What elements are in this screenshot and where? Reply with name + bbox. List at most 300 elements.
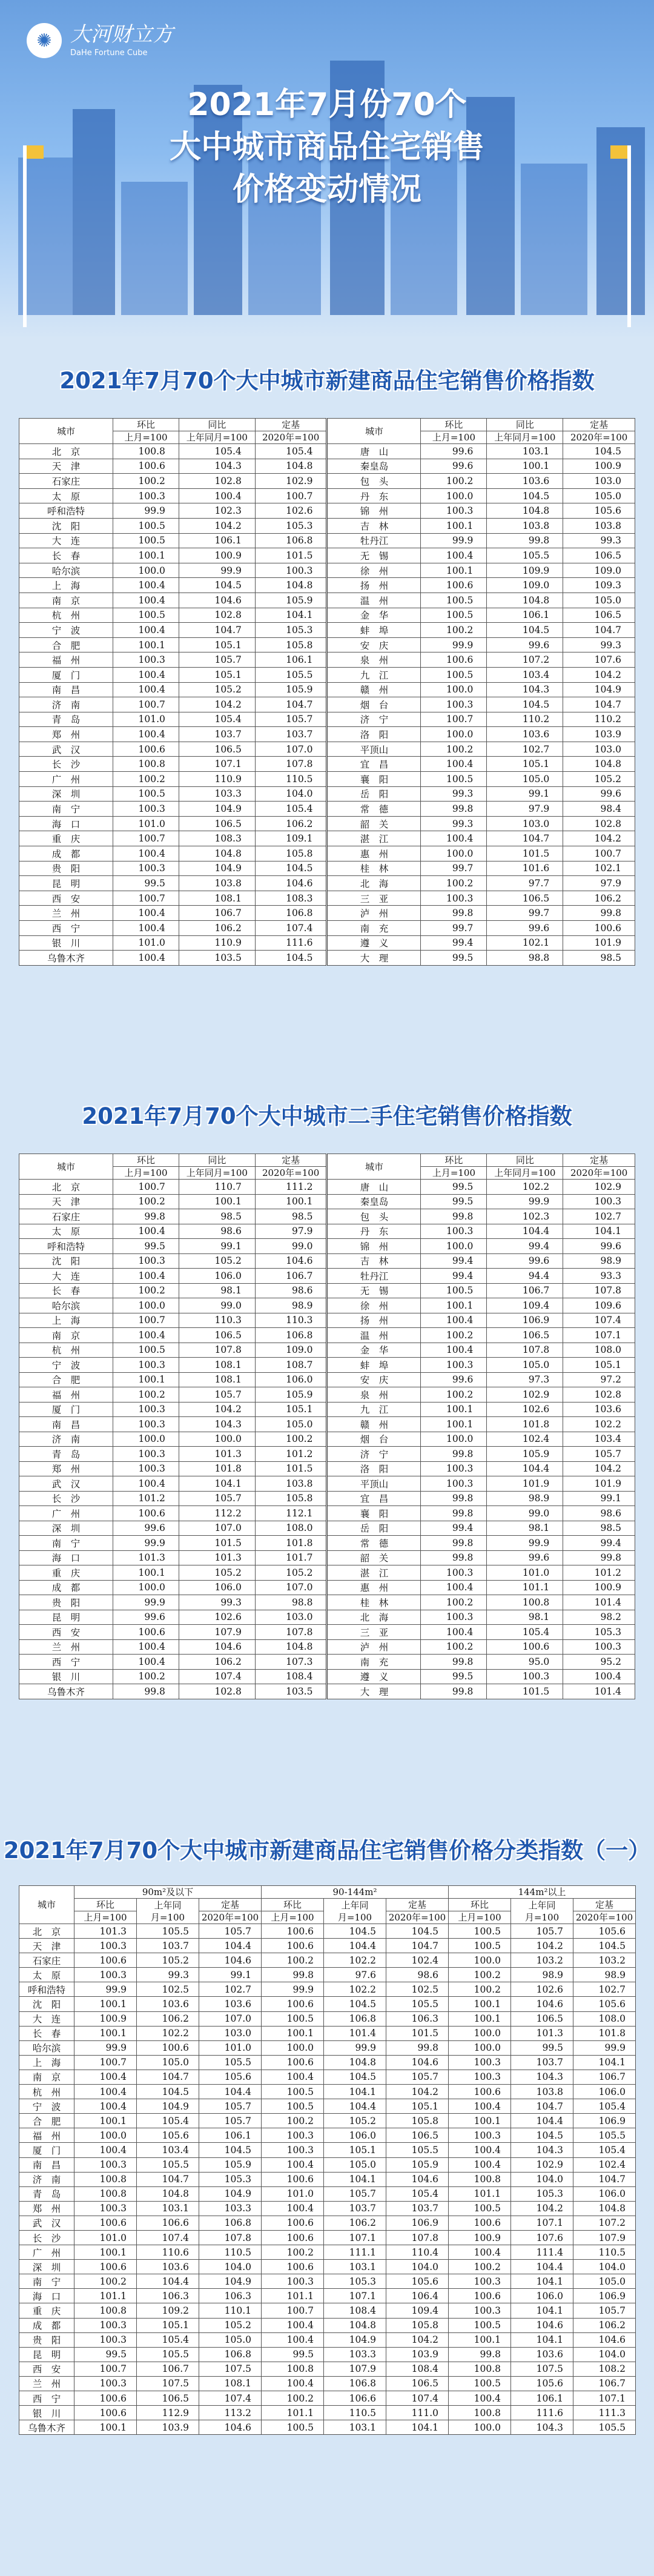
yoy-value: 102.9 xyxy=(511,2157,573,2172)
city-name: 徐 州 xyxy=(327,1298,421,1313)
base-value: 105.7 xyxy=(386,2070,449,2084)
mom-value: 100.4 xyxy=(421,1580,487,1595)
base-value: 108.0 xyxy=(573,2011,636,2026)
yoy-value: 103.2 xyxy=(511,1953,573,1968)
city-name: 惠 州 xyxy=(327,846,421,861)
mom-value: 100.5 xyxy=(421,772,487,787)
mom-value: 100.3 xyxy=(421,1461,487,1476)
yoy-value: 101.8 xyxy=(179,1461,255,1476)
yoy-value: 101.1 xyxy=(487,1580,563,1595)
yoy-value: 109.0 xyxy=(487,578,563,593)
mom-value: 101.0 xyxy=(74,2230,137,2245)
mom-value: 100.4 xyxy=(262,2157,324,2172)
city-name: 哈尔滨 xyxy=(19,1298,113,1313)
mom-value: 100.4 xyxy=(421,1625,487,1640)
table-row xyxy=(19,1417,635,1432)
city-name: 贵 阳 xyxy=(19,1595,113,1610)
mom-value: 99.8 xyxy=(113,1209,179,1224)
mom-value: 100.1 xyxy=(74,2026,137,2040)
base-value: 106.2 xyxy=(255,816,327,831)
mom-value: 99.5 xyxy=(113,1239,179,1254)
yoy-value: 103.6 xyxy=(511,2347,573,2362)
header-yoy-sub-line1: 上年同 xyxy=(341,1899,369,1911)
city-name: 赣 州 xyxy=(327,1417,421,1432)
base-value: 102.8 xyxy=(563,816,635,831)
header-yoy-sub xyxy=(324,1899,386,1924)
base-value: 106.2 xyxy=(563,891,635,906)
mom-value: 99.3 xyxy=(421,786,487,802)
base-value: 104.5 xyxy=(386,1924,449,1939)
base-value: 101.2 xyxy=(563,1565,635,1581)
mom-value: 100.8 xyxy=(74,2172,137,2186)
mom-value: 100.5 xyxy=(113,786,179,802)
yoy-value: 102.6 xyxy=(511,1982,573,1997)
yoy-value: 104.4 xyxy=(511,2114,573,2128)
yoy-value: 104.9 xyxy=(179,861,255,876)
table-row xyxy=(19,682,635,697)
mom-value: 100.3 xyxy=(113,802,179,817)
city-name: 岳 阳 xyxy=(327,786,421,802)
mom-value: 100.2 xyxy=(421,1639,487,1655)
yoy-value: 101.5 xyxy=(487,1684,563,1699)
base-value: 107.8 xyxy=(255,757,327,772)
base-value: 98.6 xyxy=(255,1283,327,1298)
base-value: 104.8 xyxy=(255,459,327,474)
header-mom: 环比 xyxy=(113,419,179,431)
yoy-value: 110.9 xyxy=(179,772,255,787)
base-value: 105.8 xyxy=(255,846,327,861)
yoy-value: 106.2 xyxy=(137,2011,199,2026)
base-value: 107.4 xyxy=(255,921,327,936)
base-value: 107.8 xyxy=(255,1625,327,1640)
base-value: 106.7 xyxy=(255,1269,327,1284)
mom-value: 100.2 xyxy=(449,2260,511,2274)
table-row xyxy=(19,1580,635,1595)
base-value: 105.0 xyxy=(255,1417,327,1432)
city-name: 泸 州 xyxy=(327,906,421,921)
mom-value: 100.8 xyxy=(449,2406,511,2420)
base-value: 105.5 xyxy=(199,2055,262,2070)
table-row xyxy=(19,2040,636,2055)
yoy-value: 100.4 xyxy=(179,488,255,503)
header-city: 城市 xyxy=(19,419,113,444)
yoy-value: 102.8 xyxy=(179,1684,255,1699)
yoy-value: 104.0 xyxy=(511,2172,573,2186)
yoy-value: 106.1 xyxy=(487,608,563,623)
base-value: 104.6 xyxy=(386,2055,449,2070)
city-name: 南 充 xyxy=(327,921,421,936)
yoy-value: 102.8 xyxy=(179,608,255,623)
base-value: 108.1 xyxy=(199,2376,262,2391)
page-title-line2: 大中城市商品住宅销售 xyxy=(169,129,484,165)
mom-value: 100.3 xyxy=(113,1461,179,1476)
city-name: 北 京 xyxy=(19,1180,113,1195)
table-row xyxy=(19,1298,635,1313)
yoy-value: 104.3 xyxy=(487,682,563,697)
table-row xyxy=(19,2362,636,2376)
base-value: 104.1 xyxy=(573,2055,636,2070)
yoy-value: 105.1 xyxy=(179,667,255,682)
base-value: 104.0 xyxy=(573,2347,636,2362)
base-value: 105.7 xyxy=(199,2099,262,2114)
mom-value: 100.3 xyxy=(74,2157,137,2172)
yoy-value: 106.1 xyxy=(179,533,255,548)
mom-value: 100.4 xyxy=(113,846,179,861)
city-name: 沈 阳 xyxy=(19,518,113,533)
mom-value: 99.8 xyxy=(421,802,487,817)
base-value: 104.2 xyxy=(563,1461,635,1476)
mom-value: 100.4 xyxy=(74,2085,137,2099)
header-base: 定基 xyxy=(573,1899,636,1911)
base-value: 99.9 xyxy=(573,2040,636,2055)
base-value: 105.9 xyxy=(199,2157,262,2172)
mom-value: 100.0 xyxy=(449,1953,511,1968)
yoy-value: 106.0 xyxy=(179,1269,255,1284)
yoy-value: 105.2 xyxy=(179,1565,255,1581)
yoy-value: 110.9 xyxy=(179,935,255,951)
yoy-value: 100.1 xyxy=(179,1194,255,1209)
yoy-value: 106.3 xyxy=(137,2289,199,2303)
mom-value: 100.2 xyxy=(74,2274,137,2289)
base-value: 97.2 xyxy=(563,1372,635,1387)
base-value: 109.3 xyxy=(563,578,635,593)
mom-value: 100.6 xyxy=(113,1625,179,1640)
yoy-value: 102.8 xyxy=(179,474,255,489)
base-value: 107.1 xyxy=(563,1328,635,1343)
base-value: 101.5 xyxy=(255,1461,327,1476)
yoy-value: 99.8 xyxy=(487,533,563,548)
base-value: 100.9 xyxy=(563,1580,635,1595)
yoy-value: 105.0 xyxy=(487,1358,563,1373)
yoy-value: 105.4 xyxy=(137,2332,199,2347)
base-value: 104.4 xyxy=(199,1939,262,1953)
mom-value: 99.8 xyxy=(421,1209,487,1224)
mom-value: 100.0 xyxy=(449,2040,511,2055)
table-row xyxy=(19,637,635,652)
header-base-sub: 2020年=100 xyxy=(255,1167,327,1180)
yoy-value: 105.0 xyxy=(487,772,563,787)
city-name: 合 肥 xyxy=(19,1372,113,1387)
city-name: 乌鲁木齐 xyxy=(19,2420,74,2435)
table-row xyxy=(19,1476,635,1492)
mom-value: 99.6 xyxy=(421,1372,487,1387)
header-base-sub: 2020年=100 xyxy=(255,431,327,444)
category-price-table xyxy=(19,1885,636,2435)
yoy-value: 104.6 xyxy=(511,1997,573,2011)
mom-value: 100.2 xyxy=(113,1194,179,1209)
base-value: 98.6 xyxy=(563,1506,635,1521)
yoy-value: 108.4 xyxy=(324,2303,386,2318)
city-name: 合 肥 xyxy=(19,2114,74,2128)
header-mom-sub: 上月=100 xyxy=(449,1911,511,1924)
mom-value: 100.1 xyxy=(74,2420,137,2435)
mom-value: 100.6 xyxy=(262,2055,324,2070)
city-name: 北 海 xyxy=(327,876,421,891)
city-name: 海 口 xyxy=(19,1550,113,1565)
mom-value: 100.4 xyxy=(113,727,179,742)
base-value: 105.1 xyxy=(386,2099,449,2114)
base-value: 101.4 xyxy=(563,1684,635,1699)
yoy-value: 98.1 xyxy=(487,1521,563,1536)
table-row xyxy=(19,2245,636,2260)
base-value: 100.1 xyxy=(255,1194,327,1209)
city-name: 长 沙 xyxy=(19,2230,74,2245)
yoy-value: 105.2 xyxy=(324,2114,386,2128)
city-name: 南 京 xyxy=(19,2070,74,2084)
base-value: 106.4 xyxy=(386,2289,449,2303)
table-row xyxy=(19,951,635,966)
base-value: 105.0 xyxy=(199,2332,262,2347)
yoy-value: 99.1 xyxy=(487,786,563,802)
city-name: 遵 义 xyxy=(327,1669,421,1684)
yoy-value: 97.9 xyxy=(487,802,563,817)
table-row xyxy=(19,518,635,533)
base-value: 107.0 xyxy=(199,2011,262,2026)
city-name: 大 连 xyxy=(19,2011,74,2026)
mom-value: 99.8 xyxy=(421,906,487,921)
base-value: 104.7 xyxy=(563,623,635,638)
page-title-line1: 2021年7月份70个 xyxy=(187,87,467,123)
base-value: 100.6 xyxy=(563,921,635,936)
mom-value: 100.4 xyxy=(113,1639,179,1655)
mom-value: 100.4 xyxy=(113,951,179,966)
header-city: 城市 xyxy=(19,1154,113,1180)
mom-value: 100.2 xyxy=(113,1669,179,1684)
base-value: 101.7 xyxy=(255,1550,327,1565)
yoy-value: 99.3 xyxy=(137,1968,199,1982)
yoy-value: 106.2 xyxy=(179,921,255,936)
table2-body xyxy=(19,1180,635,1699)
yoy-value: 102.2 xyxy=(324,1953,386,1968)
yoy-value: 104.1 xyxy=(511,2274,573,2289)
mom-value: 99.8 xyxy=(421,1655,487,1670)
base-value: 105.6 xyxy=(386,2274,449,2289)
yoy-value: 105.7 xyxy=(511,1924,573,1939)
city-name: 西 宁 xyxy=(19,2391,74,2406)
mom-value: 100.4 xyxy=(113,906,179,921)
base-value: 111.0 xyxy=(386,2406,449,2420)
mom-value: 100.4 xyxy=(74,2099,137,2114)
yoy-value: 104.7 xyxy=(137,2070,199,2084)
base-value: 105.3 xyxy=(255,518,327,533)
header-base-sub: 2020年=100 xyxy=(199,1911,262,1924)
table-row xyxy=(19,891,635,906)
header-mom-sub: 上月=100 xyxy=(113,431,179,444)
yoy-value: 107.2 xyxy=(487,652,563,668)
base-value: 103.0 xyxy=(563,742,635,757)
yoy-value: 103.3 xyxy=(179,786,255,802)
table-row xyxy=(19,1669,635,1684)
yoy-value: 105.1 xyxy=(137,2318,199,2332)
base-value: 104.7 xyxy=(573,2172,636,2186)
base-value: 104.9 xyxy=(199,2186,262,2201)
table-row xyxy=(19,2201,636,2216)
mom-value: 100.6 xyxy=(449,2289,511,2303)
city-name: 无 锡 xyxy=(327,548,421,563)
table-row xyxy=(19,1982,636,1997)
yoy-value: 111.6 xyxy=(511,2406,573,2420)
yoy-value: 104.7 xyxy=(487,831,563,846)
yoy-value: 104.8 xyxy=(324,2055,386,2070)
table-row xyxy=(19,1968,636,1982)
base-value: 101.5 xyxy=(386,2026,449,2040)
base-value: 111.6 xyxy=(255,935,327,951)
city-name: 平顶山 xyxy=(327,742,421,757)
yoy-value: 104.7 xyxy=(511,2099,573,2114)
city-name: 洛 阳 xyxy=(327,727,421,742)
yoy-value: 100.3 xyxy=(487,1669,563,1684)
mom-value: 100.5 xyxy=(449,2376,511,2391)
city-name: 南 昌 xyxy=(19,682,113,697)
table-row xyxy=(19,2011,636,2026)
yoy-value: 99.9 xyxy=(487,1536,563,1551)
mom-value: 99.9 xyxy=(421,533,487,548)
yoy-value: 104.4 xyxy=(324,1939,386,1953)
yoy-value: 104.3 xyxy=(179,1417,255,1432)
city-name: 银 川 xyxy=(19,2406,74,2420)
yoy-value: 100.6 xyxy=(137,2040,199,2055)
base-value: 105.5 xyxy=(386,2143,449,2157)
base-value: 104.7 xyxy=(255,697,327,712)
mom-value: 99.5 xyxy=(421,1669,487,1684)
table-row xyxy=(19,816,635,831)
base-value: 102.2 xyxy=(563,1417,635,1432)
brand-logo xyxy=(27,23,173,58)
yoy-value: 104.1 xyxy=(179,1476,255,1492)
mom-value: 100.6 xyxy=(113,459,179,474)
base-value: 104.2 xyxy=(386,2332,449,2347)
mom-value: 100.6 xyxy=(262,1939,324,1953)
table-row xyxy=(19,1239,635,1254)
table-row xyxy=(19,608,635,623)
city-name: 襄 阳 xyxy=(327,772,421,787)
base-value: 102.5 xyxy=(386,1982,449,1997)
city-name: 襄 阳 xyxy=(327,1506,421,1521)
base-value: 101.9 xyxy=(563,1476,635,1492)
table-row xyxy=(19,772,635,787)
yoy-value: 100.0 xyxy=(179,1432,255,1447)
city-name: 长 沙 xyxy=(19,757,113,772)
yoy-value: 107.1 xyxy=(324,2230,386,2245)
base-value: 106.8 xyxy=(255,533,327,548)
base-value: 104.6 xyxy=(386,2172,449,2186)
yoy-value: 108.1 xyxy=(179,1358,255,1373)
city-name: 北 京 xyxy=(19,444,113,459)
base-value: 98.5 xyxy=(563,951,635,966)
base-value: 105.0 xyxy=(563,488,635,503)
mom-value: 100.3 xyxy=(421,697,487,712)
city-name: 南 宁 xyxy=(19,1536,113,1551)
table3-container xyxy=(19,1885,635,2435)
base-value: 104.8 xyxy=(563,757,635,772)
table-row xyxy=(19,802,635,817)
yoy-value: 105.4 xyxy=(179,712,255,727)
header-mom: 环比 xyxy=(113,1154,179,1167)
city-name: 大 理 xyxy=(327,951,421,966)
city-name: 济 南 xyxy=(19,1432,113,1447)
base-value: 103.0 xyxy=(255,1610,327,1625)
yoy-value: 106.5 xyxy=(487,891,563,906)
mom-value: 100.3 xyxy=(74,2318,137,2332)
mom-value: 100.2 xyxy=(421,474,487,489)
yoy-value: 105.7 xyxy=(179,1387,255,1403)
base-value: 104.5 xyxy=(573,1939,636,1953)
base-value: 106.8 xyxy=(199,2216,262,2230)
city-name: 杭 州 xyxy=(19,2085,74,2099)
city-name: 唐 山 xyxy=(327,444,421,459)
base-value: 105.0 xyxy=(563,593,635,608)
base-value: 103.6 xyxy=(199,1997,262,2011)
header-mom-sub: 上月=100 xyxy=(421,431,487,444)
mom-value: 101.0 xyxy=(113,935,179,951)
yoy-value: 103.4 xyxy=(137,2143,199,2157)
city-name: 温 州 xyxy=(327,593,421,608)
base-value: 109.1 xyxy=(255,831,327,846)
yoy-value: 112.9 xyxy=(137,2406,199,2420)
base-value: 104.6 xyxy=(255,1253,327,1269)
mom-value: 100.3 xyxy=(449,2303,511,2318)
base-value: 105.2 xyxy=(199,2318,262,2332)
city-name: 广 州 xyxy=(19,1506,113,1521)
base-value: 107.3 xyxy=(255,1655,327,1670)
table-row xyxy=(19,652,635,668)
yoy-value: 104.1 xyxy=(511,2303,573,2318)
base-value: 104.2 xyxy=(563,667,635,682)
city-name: 天 津 xyxy=(19,459,113,474)
yoy-value: 105.1 xyxy=(324,2143,386,2157)
city-name: 北 京 xyxy=(19,1924,74,1939)
yoy-value: 102.5 xyxy=(137,1982,199,1997)
mom-value: 100.7 xyxy=(421,712,487,727)
mom-value: 100.2 xyxy=(113,474,179,489)
base-value: 102.8 xyxy=(563,1387,635,1403)
yoy-value: 104.6 xyxy=(179,593,255,608)
yoy-value: 106.0 xyxy=(511,2289,573,2303)
header-mom-sub: 上月=100 xyxy=(74,1911,137,1924)
yoy-value: 110.3 xyxy=(179,1313,255,1328)
yoy-value: 103.1 xyxy=(137,2201,199,2216)
header-base-sub: 2020年=100 xyxy=(386,1911,449,1924)
mom-value: 100.4 xyxy=(421,1313,487,1328)
city-name: 南 充 xyxy=(327,1655,421,1670)
table-row xyxy=(19,876,635,891)
table-row xyxy=(19,921,635,936)
city-name: 扬 州 xyxy=(327,578,421,593)
city-name: 安 庆 xyxy=(327,637,421,652)
table-row xyxy=(19,1387,635,1403)
base-value: 103.9 xyxy=(386,2347,449,2362)
table-row xyxy=(19,2114,636,2128)
table-row xyxy=(19,2376,636,2391)
city-name: 昆 明 xyxy=(19,876,113,891)
mom-value: 100.4 xyxy=(113,667,179,682)
table-row xyxy=(19,1684,635,1699)
city-name: 上 海 xyxy=(19,1313,113,1328)
mom-value: 100.4 xyxy=(449,2245,511,2260)
mom-value: 100.5 xyxy=(262,2099,324,2114)
mom-value: 100.2 xyxy=(262,2114,324,2128)
yoy-value: 101.5 xyxy=(179,1536,255,1551)
mom-value: 100.8 xyxy=(262,2362,324,2376)
table-row xyxy=(19,935,635,951)
mom-value: 100.2 xyxy=(113,1387,179,1403)
table-row xyxy=(19,1372,635,1387)
base-value: 99.1 xyxy=(199,1968,262,1982)
yoy-value: 104.4 xyxy=(511,2260,573,2274)
table-row xyxy=(19,1997,636,2011)
mom-value: 100.1 xyxy=(74,2114,137,2128)
yoy-value: 106.7 xyxy=(179,906,255,921)
